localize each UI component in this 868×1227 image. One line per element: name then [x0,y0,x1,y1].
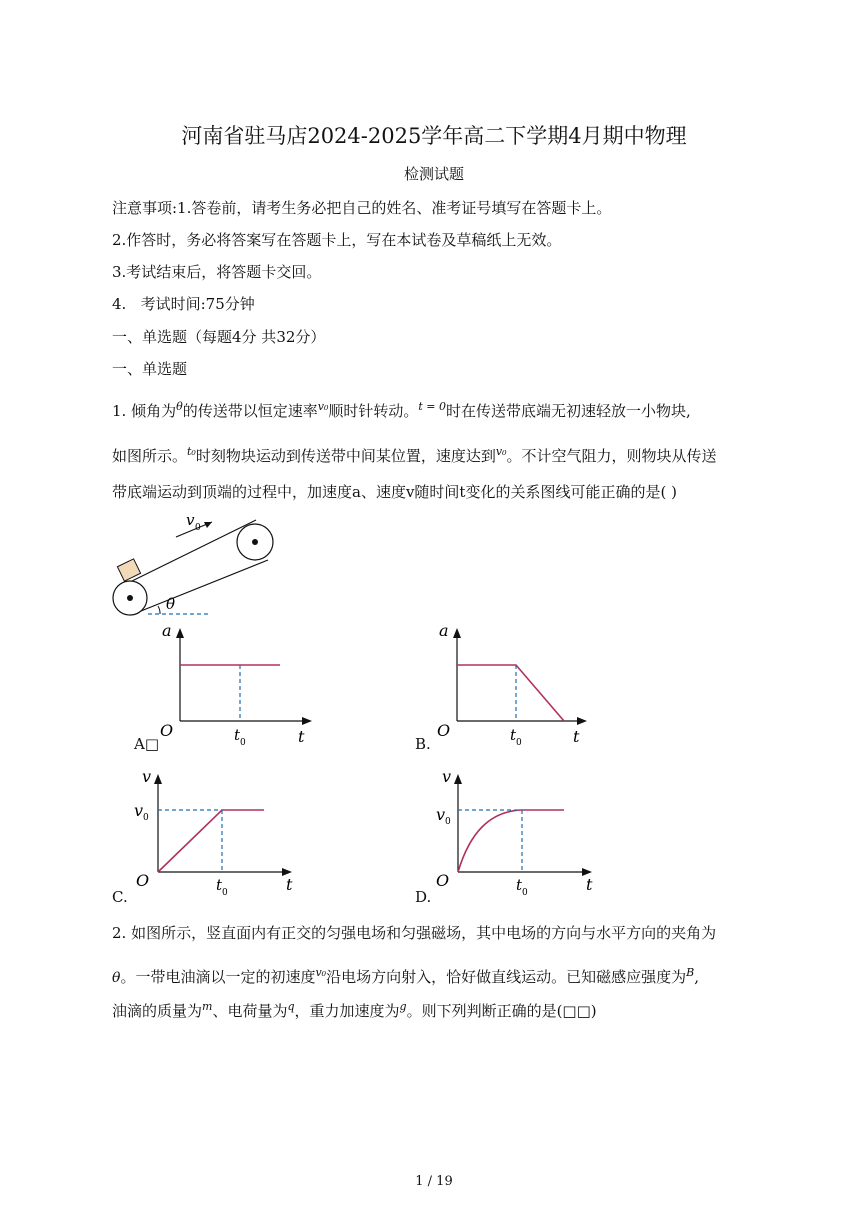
option-b-label: B. [415,735,431,753]
origin-label: O [437,721,451,740]
option-a-label: A□ [134,735,160,753]
q1-line-1: 1. 倾角为$^\theta$的传送带以恒定速率$^{v_0}$顺时针转动。$^{t = 0}$时在传送带底端无初速轻放一小物块, [112,400,691,420]
graph-a [150,618,325,748]
q1-line-3: 带底端运动到顶端的过程中，加速度a、速度v随时间t变化的关系图线可能正确的是( ) [112,483,677,501]
option-d-label: D. [415,888,432,906]
t0-symbol: t₀ [187,445,196,458]
note-3: 3.考试结束后，将答题卡交回。 [112,263,322,281]
belt-theta-label: θ [166,595,176,613]
v0-subscript: 0 [143,813,149,823]
origin-label: O [160,721,174,740]
axis-label-a: a [439,621,449,640]
page-title: 河南省驻马店2024-2025学年高二下学期4月期中物理 [181,124,687,148]
v0-label: v [134,801,144,820]
axis-label-t: t [586,875,593,894]
origin-label: O [436,871,450,890]
axis-label-t: t [286,875,293,894]
axis-label-a: a [162,621,172,640]
v0-symbol: v₀ [495,445,507,458]
t0-subscript: 0 [222,888,228,898]
v0-symbol: v₀ [317,400,329,413]
g-symbol: g [399,1000,407,1013]
q-symbol: q [287,1000,295,1013]
t0-label: t [510,726,517,744]
t0-label: t [216,876,223,894]
section-heading: 一、单选题（每题4分 共32分） [112,328,326,346]
b-symbol: B [686,966,695,979]
axis-label-t: t [298,727,305,746]
v0-label: v [436,805,446,824]
m-symbol: m [202,1000,213,1013]
q1-line-2: 如图所示。$^{t_0}$时刻物块运动到传送带中间某位置，速度达到$^{v_0}$。不计空气阻力，则物块从传送 [112,445,717,465]
q2-line-3: 油滴的质量为$^m$、电荷量为$^q$，重力加速度为$^g$。则下列判断正确的是(□□) [112,1000,597,1020]
axis-label-t: t [573,727,580,746]
note-4: 4. 考试时间:75分钟 [112,295,255,313]
belt-v0-label: v [186,511,195,529]
theta-symbol: θ [176,400,183,413]
q2-line-1: 2. 如图所示，竖直面内有正交的匀强电场和匀强磁场，其中电场的方向与水平方向的夹角为 [112,924,717,942]
v0-subscript: 0 [445,817,451,827]
note-1: 注意事项:1.答卷前，请考生务必把自己的姓名、准考证号填写在答题卡上。 [112,199,612,217]
option-c-label: C. [112,888,128,906]
belt-v0-subscript: 0 [195,523,201,533]
note-2: 2.作答时，务必将答案写在答题卡上，写在本试卷及草稿纸上无效。 [112,231,562,249]
t0-label: t [516,876,523,894]
axis-label-v: v [442,767,452,786]
t0-subscript: 0 [516,738,522,748]
t-equals-zero: t = 0 [418,400,447,413]
t0-subscript: 0 [522,888,528,898]
t0-label: t [234,726,241,744]
q2-line-2: θ。一带电油滴以一定的初速度$^{v_0}$沿电场方向射入，恰好做直线运动。已知磁感应强度为$^B$, [112,966,699,986]
theta-symbol: θ [112,970,121,986]
graph-d [430,762,605,902]
origin-label: O [136,871,150,890]
axis-label-v: v [142,767,152,786]
v0-symbol: v₀ [315,966,327,979]
graph-b [425,618,600,748]
conveyor-belt-figure [108,510,288,622]
section-heading-2: 一、单选题 [112,360,188,378]
t0-subscript: 0 [240,738,246,748]
page-number: 1 / 19 [415,1174,453,1189]
graph-c [130,762,305,902]
page-subtitle: 检测试题 [403,165,464,183]
